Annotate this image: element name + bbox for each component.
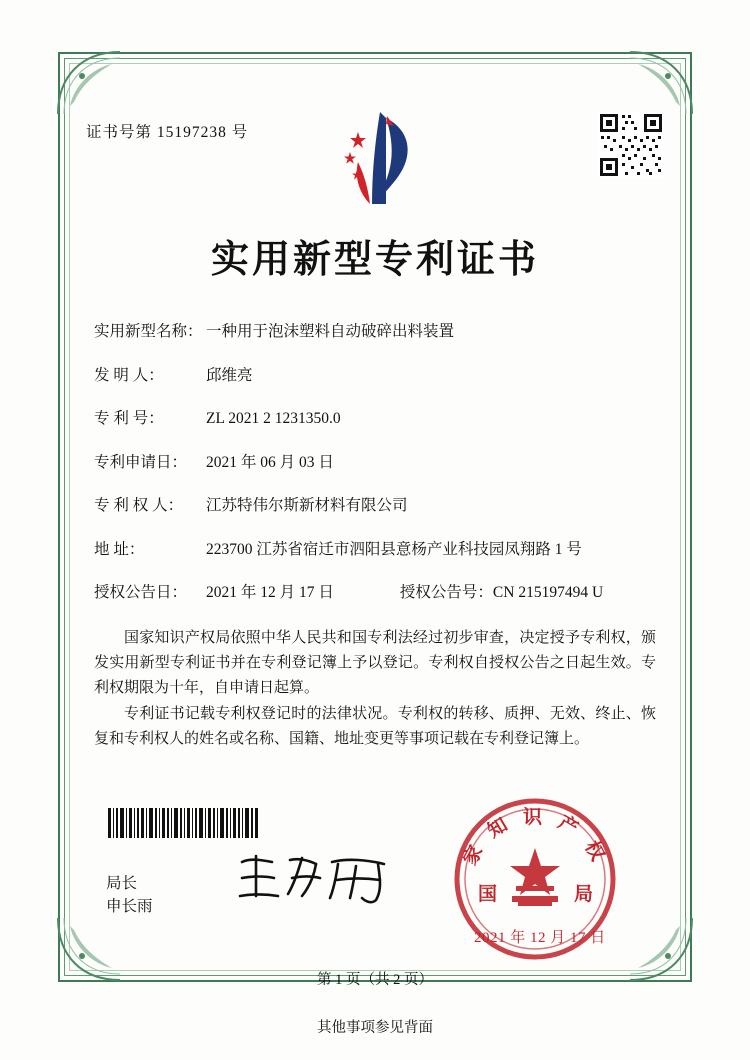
qr-code-icon xyxy=(598,112,664,178)
patent-office-logo-icon xyxy=(324,108,428,214)
corner-ornament-icon xyxy=(624,46,698,120)
field-row xyxy=(94,453,674,473)
grant-date-label: 授权公告日： xyxy=(94,584,188,601)
grant-announcement-row xyxy=(94,583,674,603)
field-label: 发 明 人： xyxy=(94,366,164,384)
field-value: 一种用于泡沫塑料自动破碎出料装置 xyxy=(206,323,455,340)
field-label: 专 利 权 人： xyxy=(94,497,184,514)
svg-text:家 知 识 产 权: 家 知 识 产 权 xyxy=(459,807,611,869)
paragraph: 国家知识产权局依照中华人民共和国专利法经过初步审查，决定授予专利权，颁发实用新型专利证书并在专利登记簿上予以登记。专利权自授权公告之日起生效。专利权期限为十年，自申请日起算。 xyxy=(94,630,656,696)
barcode-icon xyxy=(108,808,258,838)
seal-date: 2021 年 12 月 17 日 xyxy=(474,930,606,946)
field-label: 地 址： xyxy=(94,540,145,558)
field-label: 专 利 号： xyxy=(94,410,164,427)
field-list xyxy=(94,322,674,627)
svg-text:局: 局 xyxy=(574,884,594,905)
director-label: 局长 xyxy=(106,875,138,892)
field-value: 2021 年 06 月 03 日 xyxy=(206,453,334,471)
field-value: 邱维亮 xyxy=(206,366,253,384)
field-value: ZL 2021 2 1231350.0 xyxy=(206,410,341,427)
field-row xyxy=(94,322,674,342)
grant-number-value: CN 215197494 U xyxy=(492,584,604,601)
body-text xyxy=(94,626,656,753)
corner-ornament-icon xyxy=(52,46,126,120)
paragraph: 专利证书记载专利权登记时的法律状况。专利权的转移、质押、无效、终止、恢复和专利权人的姓名或名称、国籍、地址变更等事项记载在专利登记簿上。 xyxy=(94,706,656,747)
grant-number-label: 授权公告号： xyxy=(399,584,493,601)
director-name: 申长雨 xyxy=(106,898,153,915)
svg-text:国: 国 xyxy=(478,884,498,905)
field-label: 专利申请日： xyxy=(94,453,188,471)
certificate-number: 证书号第 15197238 号 xyxy=(86,124,249,141)
grant-date-value: 2021 年 12 月 17 日 xyxy=(206,584,334,601)
handwritten-signature-icon xyxy=(232,848,402,908)
page-number: 第 1 页（共 2 页） xyxy=(317,972,433,988)
field-value: 223700 江苏省宿迁市泗阳县意杨产业科技园凤翔路 1 号 xyxy=(206,540,582,558)
field-row xyxy=(94,409,674,429)
field-label: 实用新型名称： xyxy=(94,323,203,340)
page-title: 实用新型专利证书 xyxy=(210,239,539,281)
field-row xyxy=(94,366,674,386)
field-row xyxy=(94,496,674,516)
field-row xyxy=(94,540,674,560)
field-value: 江苏特伟尔斯新材料有限公司 xyxy=(206,497,408,514)
footnote: 其他事项参见背面 xyxy=(317,1020,433,1036)
